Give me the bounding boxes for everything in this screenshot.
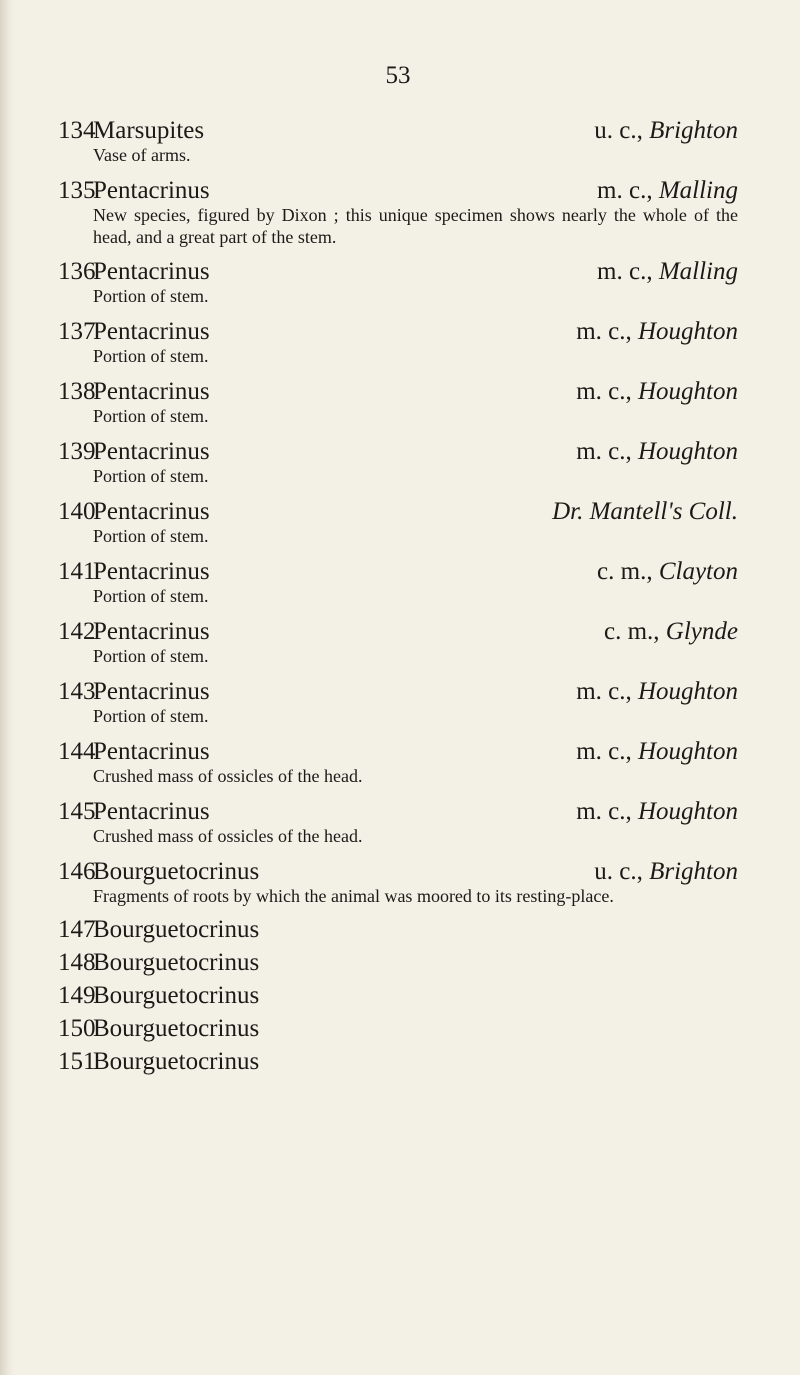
- entry-number: 151: [58, 1048, 96, 1075]
- locality-place: Brighton: [649, 117, 738, 144]
- catalogue-entry: [58, 434, 738, 487]
- entry-description: Portion of stem.: [93, 346, 209, 366]
- entry-number: 144: [58, 738, 96, 765]
- locality-place: Houghton: [638, 438, 738, 465]
- locality-horizon: m. c.,: [576, 798, 638, 825]
- entry-locality: [597, 254, 738, 289]
- entry-number: 148: [58, 949, 96, 976]
- entry-line: [58, 113, 738, 148]
- locality-place: Houghton: [638, 318, 738, 345]
- entry-number: 136: [58, 258, 96, 285]
- locality-horizon: m. c.,: [576, 678, 638, 705]
- page-binding-edge: [0, 0, 14, 1375]
- entry-genus: Pentacrinus: [93, 177, 210, 204]
- entry-line: [58, 434, 738, 469]
- entry-number: 147: [58, 916, 96, 943]
- locality-place: Houghton: [638, 678, 738, 705]
- entry-line: [58, 1012, 738, 1045]
- entry-locality: [594, 854, 738, 889]
- entry-genus: Pentacrinus: [93, 438, 210, 465]
- entry-line: [58, 913, 738, 946]
- entry-genus: Pentacrinus: [93, 378, 210, 405]
- entry-locality: [576, 434, 738, 469]
- entry-description: Fragments of roots by which the animal was moored to its resting-place.: [93, 886, 614, 906]
- catalogue-entry: [58, 674, 738, 727]
- entry-line: [58, 554, 738, 589]
- entry-genus: Bourguetocrinus: [93, 1048, 260, 1075]
- entry-locality: [576, 794, 738, 829]
- entry-line: [58, 494, 738, 529]
- entry-genus: Pentacrinus: [93, 498, 210, 525]
- catalogue-entry: [58, 314, 738, 367]
- locality-horizon: m. c.,: [597, 177, 659, 204]
- catalogue-entry: [58, 374, 738, 427]
- entry-locality: [576, 674, 738, 709]
- locality-horizon: c. m.,: [597, 558, 659, 585]
- entry-number: 143: [58, 678, 96, 705]
- catalogue-entry: [58, 734, 738, 787]
- entry-genus: Bourguetocrinus: [93, 949, 260, 976]
- entry-locality: [594, 113, 738, 148]
- entry-line: [58, 946, 738, 979]
- entry-description: Portion of stem.: [93, 646, 209, 666]
- locality-place: Houghton: [638, 738, 738, 765]
- entry-locality: [597, 173, 738, 208]
- catalogue-entry: [58, 854, 738, 907]
- catalogue-entry: [58, 794, 738, 847]
- catalogue-entry: [58, 494, 738, 547]
- entry-description: Vase of arms.: [93, 145, 191, 165]
- entry-genus: Pentacrinus: [93, 738, 210, 765]
- locality-place: Malling: [658, 258, 738, 285]
- locality-place: Glynde: [665, 618, 738, 645]
- entry-line: [58, 374, 738, 409]
- entry-description: Portion of stem.: [93, 586, 209, 606]
- catalogue-entries: [58, 113, 738, 1078]
- catalogue-entry: [58, 1012, 738, 1045]
- entry-number: 140: [58, 498, 96, 525]
- locality-horizon: u. c.,: [594, 858, 650, 885]
- entry-genus: Bourguetocrinus: [93, 1015, 260, 1042]
- entry-genus: Bourguetocrinus: [93, 858, 260, 885]
- entry-description: Portion of stem.: [93, 706, 209, 726]
- entry-genus: Pentacrinus: [93, 798, 210, 825]
- entry-line: [58, 314, 738, 349]
- entry-description: Portion of stem.: [93, 286, 209, 306]
- entry-locality: [576, 374, 738, 409]
- entry-genus: Bourguetocrinus: [93, 982, 260, 1009]
- entry-number: 146: [58, 858, 96, 885]
- catalogue-entry: [58, 614, 738, 667]
- entry-locality: [576, 314, 738, 349]
- entry-number: 137: [58, 318, 96, 345]
- entry-line: [58, 254, 738, 289]
- entry-locality: [597, 554, 738, 589]
- entry-description: Portion of stem.: [93, 526, 209, 546]
- locality-place: Brighton: [649, 858, 738, 885]
- entry-line: [58, 794, 738, 829]
- locality-horizon: m. c.,: [597, 258, 659, 285]
- entry-genus: Pentacrinus: [93, 258, 210, 285]
- entry-description: Portion of stem.: [93, 406, 209, 426]
- entry-description: New species, figured by Dixon ; this unique specimen shows nearly the whole of the head, and a great part of the stem.: [93, 205, 738, 247]
- entry-number: 141: [58, 558, 96, 585]
- entry-number: 150: [58, 1015, 96, 1042]
- entry-description: Crushed mass of ossicles of the head.: [93, 826, 363, 846]
- locality-place: Houghton: [638, 378, 738, 405]
- catalogue-entry: [58, 554, 738, 607]
- entry-genus: Pentacrinus: [93, 318, 210, 345]
- entry-genus: Pentacrinus: [93, 678, 210, 705]
- catalogue-entry: [58, 946, 738, 979]
- locality-place: Clayton: [658, 558, 738, 585]
- entry-number: 135: [58, 177, 96, 204]
- entry-line: [58, 734, 738, 769]
- entry-line: [58, 674, 738, 709]
- entry-locality: [576, 734, 738, 769]
- entry-line: [58, 854, 738, 889]
- locality-horizon: u. c.,: [594, 117, 650, 144]
- locality-place: Houghton: [638, 798, 738, 825]
- entry-genus: Pentacrinus: [93, 618, 210, 645]
- entry-genus: Bourguetocrinus: [93, 916, 260, 943]
- entry-description: Portion of stem.: [93, 466, 209, 486]
- locality-horizon: m. c.,: [576, 318, 638, 345]
- entry-number: 149: [58, 982, 96, 1009]
- catalogue-entry: [58, 113, 738, 166]
- entry-number: 145: [58, 798, 96, 825]
- catalogue-entry: [58, 254, 738, 307]
- catalogue-page: [58, 0, 738, 1375]
- entry-number: 138: [58, 378, 96, 405]
- entry-line: [58, 1045, 738, 1078]
- catalogue-entry: [58, 979, 738, 1012]
- catalogue-entry: [58, 1045, 738, 1078]
- page-number: 53: [385, 62, 411, 89]
- locality-place: Malling: [658, 177, 738, 204]
- entry-locality: [604, 614, 738, 649]
- locality-horizon: m. c.,: [576, 738, 638, 765]
- catalogue-entry: [58, 173, 738, 248]
- catalogue-entry: [58, 913, 738, 946]
- entry-line: [58, 614, 738, 649]
- entry-locality: [552, 494, 738, 529]
- entry-genus: Pentacrinus: [93, 558, 210, 585]
- locality-horizon: m. c.,: [576, 378, 638, 405]
- locality-place: Dr. Mantell's Coll.: [552, 498, 738, 525]
- locality-horizon: c. m.,: [604, 618, 666, 645]
- entry-number: 134: [58, 117, 96, 144]
- entry-line: [58, 979, 738, 1012]
- entry-number: 139: [58, 438, 96, 465]
- entry-description: Crushed mass of ossicles of the head.: [93, 766, 363, 786]
- entry-genus: Marsupites: [93, 117, 205, 144]
- locality-horizon: m. c.,: [576, 438, 638, 465]
- entry-line: [58, 173, 738, 208]
- entry-number: 142: [58, 618, 96, 645]
